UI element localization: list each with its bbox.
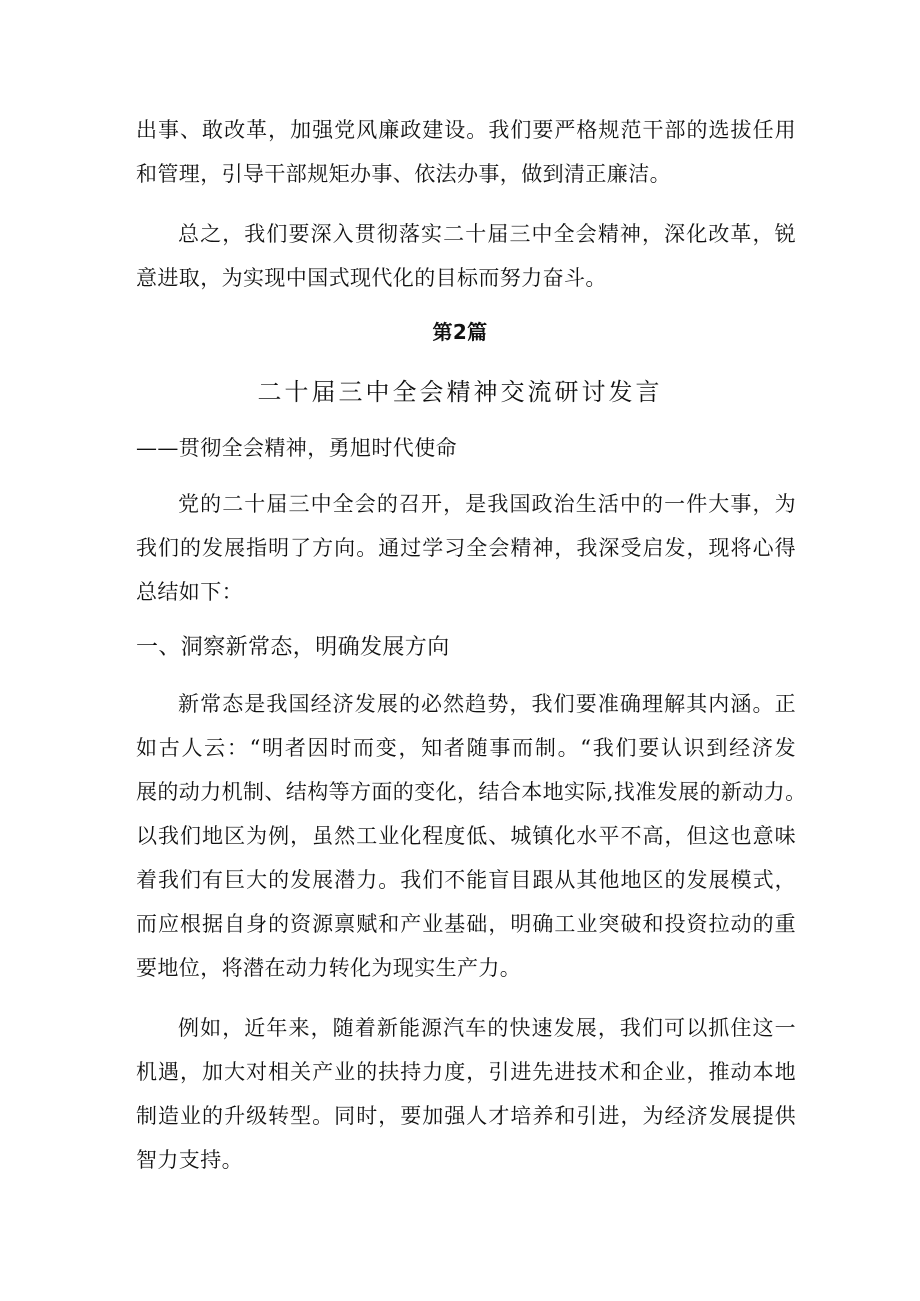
body-paragraph-1-line-2: 如古人云：“明者因时而变，知者随事而制。“我们要认识到经济发 — [136, 736, 796, 760]
document-subtitle: ——贯彻全会精神，勇旭时代使命 — [136, 436, 457, 460]
opening-paragraph-line-3: 总结如下： — [136, 580, 243, 604]
intro-paragraph-1-line-1: 出事、敢改革，加强党风廉政建设。我们要严格规范干部的选拔任用 — [136, 118, 796, 142]
body-paragraph-1-line-5: 着我们有巨大的发展潜力。我们不能盲目跟从其他地区的发展模式， — [136, 868, 796, 892]
section-heading-1: 一、洞察新常态，明确发展方向 — [136, 635, 450, 660]
body-paragraph-1-line-4: 以我们地区为例，虽然工业化程度低、城镇化水平不高，但这也意味 — [136, 824, 796, 848]
intro-paragraph-2-line-2: 意进取，为实现中国式现代化的目标而努力奋斗。 — [136, 266, 607, 290]
body-paragraph-1-line-1: 新常态是我国经济发展的必然趋势，我们要准确理解其内涵。正 — [178, 692, 796, 716]
body-paragraph-2-line-2: 机遇，加大对相关产业的扶持力度，引进先进技术和企业，推动本地 — [136, 1060, 796, 1084]
body-paragraph-2-line-4: 智力支持。 — [136, 1148, 243, 1172]
body-paragraph-2-line-3: 制造业的升级转型。同时，要加强人才培养和引进，为经济发展提供 — [136, 1104, 796, 1128]
intro-paragraph-2-line-1: 总之，我们要深入贯彻落实二十届三中全会精神，深化改革，锐 — [178, 222, 796, 246]
body-paragraph-1-line-6: 而应根据自身的资源禀赋和产业基础，明确工业突破和投资拉动的重 — [136, 912, 796, 936]
intro-paragraph-1-line-2: 和管理，引导干部规矩办事、依法办事，做到清正廉洁。 — [136, 162, 671, 186]
opening-paragraph-line-1: 党的二十届三中全会的召开，是我国政治生活中的一件大事，为 — [178, 492, 796, 516]
body-paragraph-2-line-1: 例如，近年来，随着新能源汽车的快速发展，我们可以抓住这一 — [178, 1016, 796, 1040]
document-title: 二十届三中全会精神交流研讨发言 — [257, 378, 663, 406]
section-label: 第2篇 — [432, 320, 488, 344]
body-paragraph-1-line-7: 要地位，将潜在动力转化为现实生产力。 — [136, 956, 522, 980]
body-paragraph-1-line-3: 展的动力机制、结构等方面的变化，结合本地实际,找准发展的新动力。 — [136, 780, 807, 804]
opening-paragraph-line-2: 我们的发展指明了方向。通过学习全会精神，我深受启发，现将心得 — [136, 536, 796, 560]
